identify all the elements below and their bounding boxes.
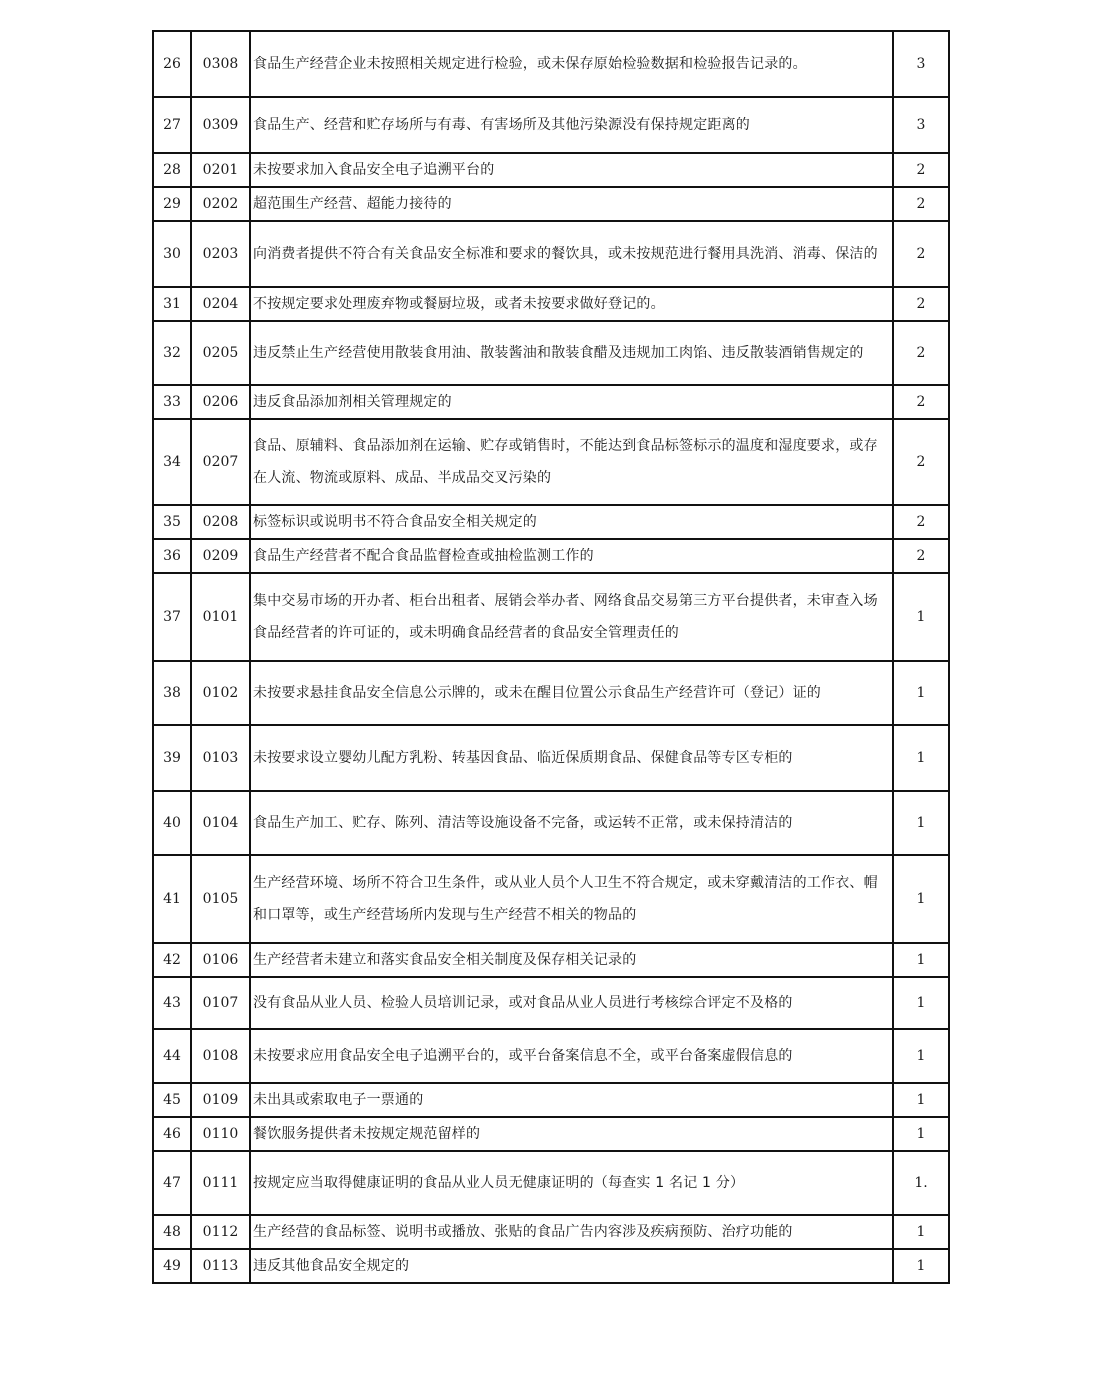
row-score: 3 [893, 31, 949, 97]
table-row [153, 1083, 949, 1117]
row-score: 1 [893, 1029, 949, 1083]
row-description: 未按要求设立婴幼儿配方乳粉、转基因食品、临近保质期食品、保健食品等专区专柜的 [250, 725, 893, 791]
row-score: 2 [893, 385, 949, 419]
table-row [153, 385, 949, 419]
row-number: 44 [153, 1029, 191, 1083]
row-score: 1 [893, 977, 949, 1029]
table-row [153, 221, 949, 287]
row-description: 没有食品从业人员、检验人员培训记录，或对食品从业人员进行考核综合评定不及格的 [250, 977, 893, 1029]
row-number: 37 [153, 573, 191, 661]
row-description: 食品生产、经营和贮存场所与有毒、有害场所及其他污染源没有保持规定距离的 [250, 97, 893, 153]
row-description: 向消费者提供不符合有关食品安全标准和要求的餐饮具，或未按规范进行餐用具洗消、消毒、保洁的 [250, 221, 893, 287]
row-description: 不按规定要求处理废弃物或餐厨垃圾，或者未按要求做好登记的。 [250, 287, 893, 321]
row-code: 0105 [191, 855, 250, 943]
row-description: 违反食品添加剂相关管理规定的 [250, 385, 893, 419]
table-row [153, 321, 949, 385]
row-score: 1 [893, 661, 949, 725]
row-score: 1 [893, 1083, 949, 1117]
table-row [153, 791, 949, 855]
row-code: 0109 [191, 1083, 250, 1117]
row-code: 0102 [191, 661, 250, 725]
row-description: 食品生产加工、贮存、陈列、清洁等设施设备不完备，或运转不正常，或未保持清洁的 [250, 791, 893, 855]
row-description: 生产经营的食品标签、说明书或播放、张贴的食品广告内容涉及疾病预防、治疗功能的 [250, 1215, 893, 1249]
table-row [153, 943, 949, 977]
table-row [153, 419, 949, 505]
row-score: 3 [893, 97, 949, 153]
row-number: 47 [153, 1151, 191, 1215]
row-description: 未按要求加入食品安全电子追溯平台的 [250, 153, 893, 187]
table-row [153, 287, 949, 321]
row-code: 0203 [191, 221, 250, 287]
table-body [153, 31, 949, 1283]
row-code: 0110 [191, 1117, 250, 1151]
row-code: 0108 [191, 1029, 250, 1083]
row-code: 0208 [191, 505, 250, 539]
table-row [153, 661, 949, 725]
row-description: 生产经营者未建立和落实食品安全相关制度及保存相关记录的 [250, 943, 893, 977]
row-description: 超范围生产经营、超能力接待的 [250, 187, 893, 221]
row-code: 0209 [191, 539, 250, 573]
row-number: 36 [153, 539, 191, 573]
row-description: 生产经营环境、场所不符合卫生条件，或从业人员个人卫生不符合规定，或未穿戴清洁的工作衣、帽和口罩等，或生产经营场所内发现与生产经营不相关的物品的 [250, 855, 893, 943]
table-row [153, 977, 949, 1029]
row-number: 43 [153, 977, 191, 1029]
row-description: 未按要求应用食品安全电子追溯平台的，或平台备案信息不全，或平台备案虚假信息的 [250, 1029, 893, 1083]
row-score: 1 [893, 791, 949, 855]
row-score: 1 [893, 1215, 949, 1249]
row-description: 食品生产经营者不配合食品监督检查或抽检监测工作的 [250, 539, 893, 573]
row-score: 1 [893, 943, 949, 977]
row-code: 0107 [191, 977, 250, 1029]
row-number: 31 [153, 287, 191, 321]
row-number: 32 [153, 321, 191, 385]
row-number: 48 [153, 1215, 191, 1249]
row-code: 0205 [191, 321, 250, 385]
row-number: 29 [153, 187, 191, 221]
row-number: 30 [153, 221, 191, 287]
row-score: 1 [893, 573, 949, 661]
row-number: 33 [153, 385, 191, 419]
row-description: 未按要求悬挂食品安全信息公示牌的，或未在醒目位置公示食品生产经营许可（登记）证的 [250, 661, 893, 725]
row-description: 按规定应当取得健康证明的食品从业人员无健康证明的（每查实 1 名记 1 分） [250, 1151, 893, 1215]
table-row [153, 505, 949, 539]
table-row [153, 725, 949, 791]
row-description: 违反禁止生产经营使用散装食用油、散装酱油和散装食醋及违规加工肉馅、违反散装酒销售规定的 [250, 321, 893, 385]
food-safety-scoring-table [152, 30, 950, 1284]
table-row [153, 1151, 949, 1215]
table-row [153, 573, 949, 661]
row-description: 未出具或索取电子一票通的 [250, 1083, 893, 1117]
row-number: 35 [153, 505, 191, 539]
row-code: 0202 [191, 187, 250, 221]
row-description: 标签标识或说明书不符合食品安全相关规定的 [250, 505, 893, 539]
row-number: 46 [153, 1117, 191, 1151]
row-score: 2 [893, 419, 949, 505]
row-score: 2 [893, 287, 949, 321]
row-score: 2 [893, 153, 949, 187]
row-description: 食品生产经营企业未按照相关规定进行检验，或未保存原始检验数据和检验报告记录的。 [250, 31, 893, 97]
row-number: 38 [153, 661, 191, 725]
table-row [153, 1117, 949, 1151]
row-code: 0111 [191, 1151, 250, 1215]
row-score: 2 [893, 321, 949, 385]
row-score: 2 [893, 505, 949, 539]
row-code: 0201 [191, 153, 250, 187]
row-number: 40 [153, 791, 191, 855]
table-row [153, 153, 949, 187]
row-score: 2 [893, 221, 949, 287]
table-row [153, 855, 949, 943]
row-score: 1 [893, 1249, 949, 1283]
row-number: 39 [153, 725, 191, 791]
table-row [153, 97, 949, 153]
row-description: 餐饮服务提供者未按规定规范留样的 [250, 1117, 893, 1151]
row-score: 1. [893, 1151, 949, 1215]
row-code: 0113 [191, 1249, 250, 1283]
row-number: 49 [153, 1249, 191, 1283]
row-score: 1 [893, 855, 949, 943]
row-code: 0206 [191, 385, 250, 419]
row-code: 0103 [191, 725, 250, 791]
row-score: 1 [893, 725, 949, 791]
row-number: 27 [153, 97, 191, 153]
row-score: 2 [893, 187, 949, 221]
table-row [153, 187, 949, 221]
row-score: 1 [893, 1117, 949, 1151]
table-row [153, 1215, 949, 1249]
row-number: 34 [153, 419, 191, 505]
row-code: 0207 [191, 419, 250, 505]
table-row [153, 1029, 949, 1083]
row-description: 集中交易市场的开办者、柜台出租者、展销会举办者、网络食品交易第三方平台提供者，未审查入场食品经营者的许可证的，或未明确食品经营者的食品安全管理责任的 [250, 573, 893, 661]
row-number: 45 [153, 1083, 191, 1117]
row-code: 0104 [191, 791, 250, 855]
table-row [153, 31, 949, 97]
row-score: 2 [893, 539, 949, 573]
row-code: 0106 [191, 943, 250, 977]
row-number: 28 [153, 153, 191, 187]
row-code: 0308 [191, 31, 250, 97]
row-number: 42 [153, 943, 191, 977]
row-code: 0112 [191, 1215, 250, 1249]
row-code: 0309 [191, 97, 250, 153]
row-description: 违反其他食品安全规定的 [250, 1249, 893, 1283]
row-number: 41 [153, 855, 191, 943]
row-code: 0101 [191, 573, 250, 661]
table-row [153, 539, 949, 573]
row-description: 食品、原辅料、食品添加剂在运输、贮存或销售时，不能达到食品标签标示的温度和湿度要求，或存在人流、物流或原料、成品、半成品交叉污染的 [250, 419, 893, 505]
table-row [153, 1249, 949, 1283]
row-code: 0204 [191, 287, 250, 321]
row-number: 26 [153, 31, 191, 97]
